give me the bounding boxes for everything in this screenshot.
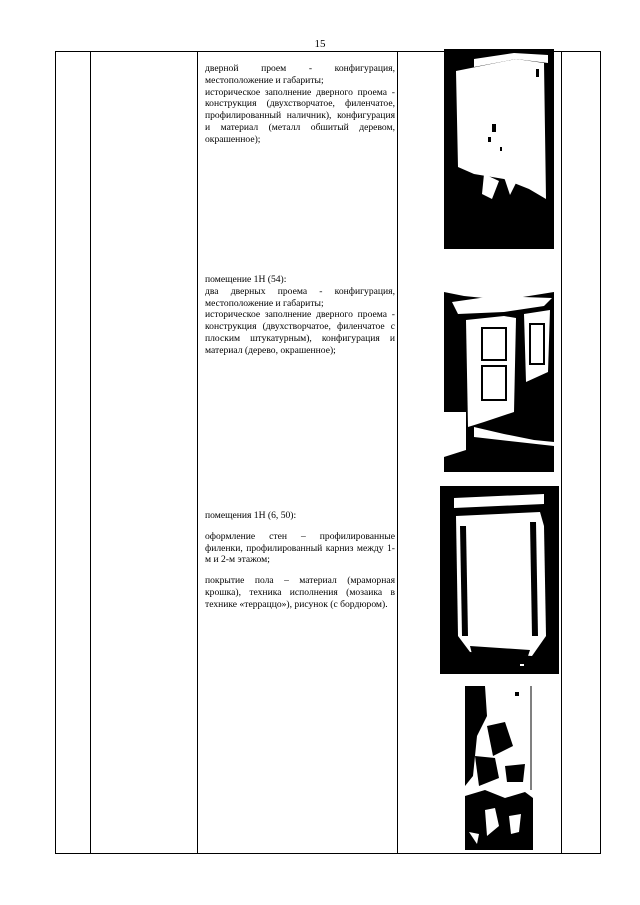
description-line: дверной проем - конфигурация, местоположение и габариты; [205,63,395,86]
page-number: 15 [314,38,326,50]
column-divider-1 [90,52,91,853]
column-divider-4 [561,52,562,853]
photo-wall-panels [440,486,559,674]
photo-doorways-room-54 [444,262,554,472]
element-description-room-54 [205,274,395,357]
description-paragraph: покрытие пола – материал (мраморная крошка), техника исполнения (мозаика в технике «терраццо»), рисунок (с бордюром). [205,575,395,610]
photo-door-metal-clad [444,49,554,249]
description-paragraph: оформление стен – профилированные филенки, профилированный карниз между 1-м и 2-м этажом; [205,530,395,566]
element-description-rooms-6-50 [205,510,395,620]
description-paragraph: помещения 1Н (6, 50): [205,510,297,521]
description-line: историческое заполнение дверного проема - конструкция (двухстворчатое, филенчатое с плоским штукатурным), конфигурация и материал (дерево, окрашенное); [205,309,395,356]
description-line: историческое заполнение дверного проема - конструкция (двухстворчатое, филенчатое, профилированный наличник), конфигурация и материал (металл обшитый деревом, окрашенное); [205,86,395,145]
element-description-door [205,63,395,146]
photo-terrazzo-floor [465,686,533,850]
column-divider-3 [397,52,398,853]
description-line: два дверных проема - конфигурация, местоположение и габариты; [205,285,395,309]
column-divider-2 [197,52,198,853]
description-line: помещение 1Н (54): [205,274,287,285]
